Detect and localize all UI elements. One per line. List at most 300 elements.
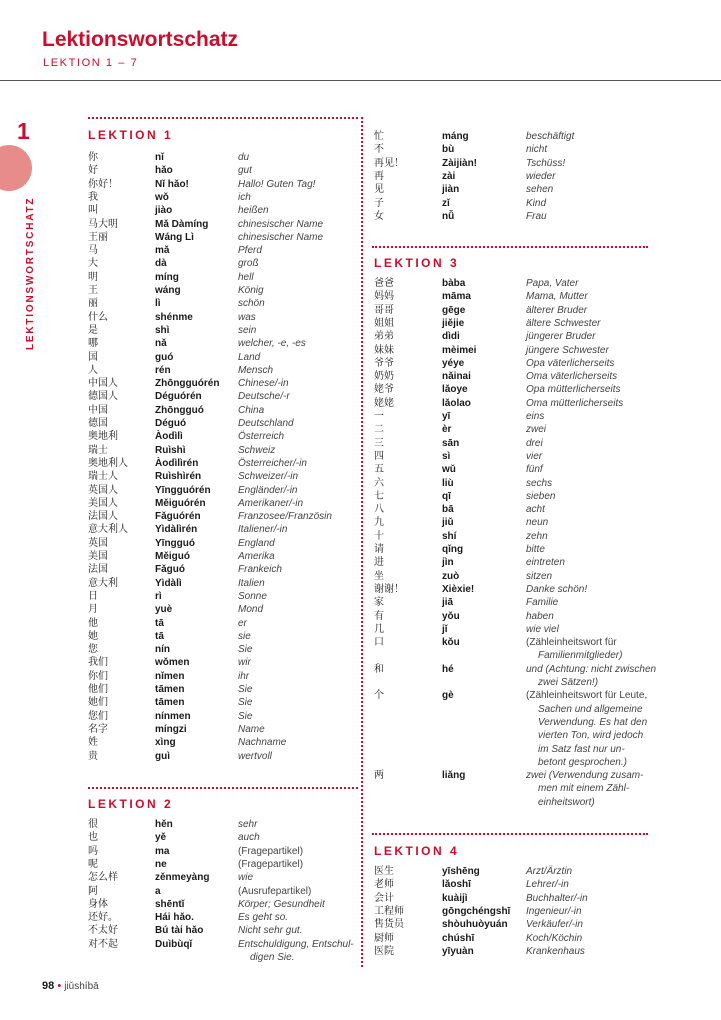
- translation-cell: Schweiz: [238, 444, 276, 456]
- hanzi-cell: 厨师: [374, 932, 394, 944]
- translation-cell: China: [238, 404, 265, 416]
- hanzi-cell: 进: [374, 557, 384, 569]
- vocab-row: [88, 457, 356, 470]
- hanzi-cell: 八: [374, 504, 384, 516]
- vocab-row: [88, 643, 356, 656]
- pinyin-cell: qī: [442, 490, 451, 502]
- hanzi-cell: 她: [88, 630, 98, 642]
- translation-cell: eins: [526, 411, 545, 422]
- vocab-row: [374, 769, 654, 782]
- pinyin-cell: míngzi: [155, 723, 187, 735]
- hanzi-cell: 您: [88, 644, 98, 656]
- pinyin-cell: Àodìlìrén: [155, 457, 199, 469]
- translation-cell: Italien: [238, 577, 265, 589]
- hanzi-cell: 三: [374, 437, 384, 449]
- translation-cell: sehr: [238, 819, 258, 830]
- divider-lektion-4: [372, 833, 648, 835]
- pinyin-cell: gè: [442, 690, 454, 702]
- vocab-row: [88, 630, 356, 643]
- pinyin-cell: jiǔ: [442, 517, 454, 529]
- vocab-row: [88, 484, 356, 497]
- pinyin-cell: nǎinai: [442, 371, 471, 383]
- translation-cell: beschäftigt: [526, 131, 575, 142]
- translation-cell: älterer Bruder: [526, 304, 588, 316]
- vocab-row: [88, 563, 356, 576]
- pinyin-cell: zěnmeyàng: [155, 872, 210, 884]
- vocab-row: [374, 892, 654, 905]
- translation-cell: Deutsche/-r: [238, 391, 290, 403]
- translation-cell: einheitswort): [538, 796, 595, 808]
- translation-cell: Nicht sehr gut.: [238, 925, 303, 937]
- hanzi-cell: 七: [374, 490, 384, 502]
- translation-cell: Name: [238, 723, 265, 735]
- hanzi-cell: 美国: [88, 551, 108, 562]
- hanzi-cell: 奶奶: [374, 371, 394, 383]
- pinyin-cell: Déguórén: [155, 391, 202, 403]
- translation-cell: drei: [526, 437, 543, 449]
- translation-cell: zehn: [526, 530, 548, 542]
- translation-cell: ältere Schwester: [526, 317, 601, 329]
- vocab-row: [88, 911, 356, 924]
- hanzi-cell: 奥地利: [88, 431, 118, 443]
- translation-cell: Familie: [526, 597, 559, 609]
- vocab-row: [88, 257, 356, 270]
- translation-cell: Lehrer/-in: [526, 879, 569, 891]
- translation-cell: Sachen und allgemeine: [538, 703, 643, 715]
- vocab-row: [374, 689, 654, 702]
- vocab-row: [374, 370, 654, 383]
- vocab-row: [374, 570, 654, 583]
- hanzi-cell: 姐姐: [374, 317, 394, 329]
- hanzi-cell: 老师: [374, 879, 394, 891]
- vocab-row: [88, 831, 356, 844]
- pinyin-cell: tāmen: [155, 684, 185, 695]
- translation-cell: Koch/Köchin: [526, 932, 583, 944]
- vocab-row: [88, 858, 356, 871]
- hanzi-cell: 子: [374, 197, 384, 209]
- translation-cell: acht: [526, 504, 545, 516]
- translation-cell: Mensch: [238, 364, 274, 376]
- pinyin-cell: míng: [155, 271, 179, 283]
- vocab-row: [374, 676, 654, 689]
- pinyin-cell: tāmen: [155, 697, 185, 709]
- translation-cell: eintreten: [526, 557, 565, 569]
- translation-cell: Tschüss!: [526, 157, 566, 169]
- hanzi-cell: 会计: [374, 892, 394, 904]
- translation-cell: du: [238, 152, 250, 163]
- translation-cell: Amerika: [238, 551, 275, 562]
- vocab-row: [88, 924, 356, 937]
- hanzi-cell: 家: [374, 597, 384, 609]
- hanzi-cell: 也: [88, 832, 98, 844]
- hanzi-cell: 是: [88, 324, 98, 336]
- pinyin-cell: lì: [155, 298, 161, 310]
- translation-cell: wie viel: [526, 623, 559, 635]
- lektion-3-heading: LEKTION 3: [374, 256, 460, 270]
- vocab-row: [374, 865, 654, 878]
- translation-cell: auch: [238, 832, 260, 844]
- page-number: 98: [42, 980, 55, 992]
- vocab-row: [88, 364, 356, 377]
- pinyin-cell: tā: [155, 617, 164, 629]
- translation-cell: wieder: [526, 170, 556, 182]
- pinyin-cell: wǒmen: [155, 657, 190, 669]
- vocab-row: [88, 337, 356, 350]
- pinyin-cell: chúshī: [442, 932, 475, 944]
- vocab-row: [88, 723, 356, 736]
- hanzi-cell: 九: [374, 517, 384, 529]
- translation-cell: Oma väterlicherseits: [526, 371, 618, 383]
- hanzi-cell: 美国人: [88, 497, 118, 509]
- vocab-row: [88, 497, 356, 510]
- hanzi-cell: 英国人: [88, 484, 118, 496]
- translation-cell: fünf: [526, 464, 543, 476]
- vocab-row: [88, 231, 356, 244]
- hanzi-cell: 贵: [88, 750, 98, 762]
- translation-cell: Kind: [526, 197, 547, 209]
- vocab-row: [88, 550, 356, 563]
- hanzi-cell: 再见！: [374, 157, 404, 169]
- pinyin-cell: Bú tài hǎo: [155, 925, 204, 937]
- hanzi-cell: 丽: [88, 298, 98, 310]
- vocab-row: [88, 351, 356, 364]
- header-rule: [0, 80, 721, 81]
- pinyin-cell: Yīngguó: [155, 537, 195, 549]
- chapter-tab-marker: [0, 145, 32, 191]
- vocab-row: [374, 905, 654, 918]
- vertical-section-label: [25, 196, 37, 360]
- hanzi-cell: 意大利: [88, 577, 118, 589]
- translation-cell: Buchhalter/-in: [526, 892, 588, 904]
- translation-cell: Verwendung. Es hat den: [538, 716, 648, 728]
- vocab-row: [88, 284, 356, 297]
- hanzi-cell: 妈妈: [374, 291, 394, 303]
- pinyin-cell: jìn: [442, 557, 454, 569]
- vocab-row: [88, 670, 356, 683]
- pinyin-cell: yuè: [155, 604, 173, 616]
- pinyin-cell: Hái hǎo.: [155, 912, 194, 924]
- translation-cell: ich: [238, 191, 251, 203]
- vocab-row: [374, 530, 654, 543]
- hanzi-cell: 见: [374, 184, 384, 196]
- hanzi-cell: 爸爸: [374, 278, 394, 289]
- pinyin-cell: rì: [155, 590, 162, 602]
- pinyin-cell: hǎo: [155, 165, 173, 177]
- top-divider-left: [88, 117, 358, 119]
- hanzi-cell: 马大明: [88, 218, 118, 230]
- translation-cell: sein: [238, 324, 257, 336]
- pinyin-cell: shénme: [155, 311, 193, 323]
- translation-cell: bitte: [526, 544, 545, 555]
- hanzi-cell: 您们: [88, 710, 108, 722]
- pinyin-cell: qǐng: [442, 544, 464, 555]
- translation-cell: neun: [526, 517, 549, 529]
- hanzi-cell: 他们: [88, 684, 108, 695]
- translation-cell: Engländer/-in: [238, 484, 298, 496]
- pinyin-cell: guó: [155, 351, 174, 363]
- hanzi-cell: 德国: [88, 418, 108, 429]
- vocab-row: [374, 878, 654, 891]
- translation-cell: Mama, Mutter: [526, 291, 588, 303]
- lektion-2-heading: LEKTION 2: [88, 797, 174, 811]
- hanzi-cell: 中国人: [88, 378, 118, 390]
- pinyin-cell: zǐ: [442, 197, 450, 209]
- vocab-row: [374, 716, 654, 729]
- translation-cell: Verkäufer/-in: [526, 919, 583, 931]
- vocab-row: [374, 383, 654, 396]
- translation-cell: und (Achtung: nicht zwischen: [526, 663, 657, 675]
- translation-cell: Pferd: [238, 245, 262, 257]
- vocab-row: [374, 649, 654, 662]
- translation-cell: Nachname: [238, 737, 287, 749]
- translation-cell: nicht: [526, 144, 548, 156]
- hanzi-cell: 请: [374, 544, 384, 555]
- translation-cell: Arzt/Ärztin: [526, 866, 573, 877]
- translation-cell: heißen: [238, 205, 269, 217]
- hanzi-cell: 妹妹: [374, 344, 394, 356]
- vocab-row: [88, 430, 356, 443]
- hanzi-cell: 我: [88, 191, 98, 203]
- hanzi-cell: 谢谢！: [374, 583, 404, 595]
- pinyin-cell: Měiguórén: [155, 497, 206, 509]
- pinyin-cell: yǒu: [442, 610, 460, 622]
- translation-cell: Hallo! Guten Tag!: [238, 178, 316, 190]
- hanzi-cell: 怎么样: [88, 872, 118, 884]
- hanzi-cell: 再: [374, 170, 384, 182]
- pinyin-cell: wáng: [155, 285, 181, 296]
- translation-cell: Entschuldigung, Entschul-: [238, 938, 354, 950]
- vocab-row: [88, 390, 356, 403]
- pinyin-cell: sān: [442, 437, 460, 449]
- hanzi-cell: 十: [374, 530, 384, 542]
- vocab-row: [374, 610, 654, 623]
- pinyin-cell: sì: [442, 450, 451, 462]
- hanzi-cell: 我们: [88, 657, 108, 669]
- translation-cell: chinesischer Name: [238, 218, 324, 230]
- hanzi-cell: 哥哥: [374, 304, 394, 316]
- pinyin-cell: bàba: [442, 278, 466, 289]
- pinyin-cell: Ruìshì: [155, 444, 186, 456]
- translation-cell: Ingenieur/-in: [526, 905, 582, 917]
- translation-cell: Franzosee/Französin: [238, 511, 332, 523]
- translation-cell: Krankenhaus: [526, 945, 585, 957]
- vocab-row: [88, 590, 356, 603]
- pinyin-cell: èr: [442, 424, 452, 436]
- divider-lektion-2: [88, 787, 358, 789]
- pinyin-cell: nǐmen: [155, 670, 185, 682]
- hanzi-cell: 医生: [374, 866, 394, 877]
- pinyin-cell: yī: [442, 411, 451, 422]
- translation-cell: betont gesprochen.): [538, 756, 627, 768]
- pinyin-cell: Fǎguó: [155, 564, 185, 576]
- pinyin-cell: jiàn: [442, 184, 460, 196]
- vocab-row: [374, 583, 654, 596]
- hanzi-cell: 德国人: [88, 391, 118, 403]
- pinyin-cell: gōngchéngshī: [442, 905, 511, 917]
- pinyin-cell: liù: [442, 477, 454, 489]
- hanzi-cell: 意大利人: [88, 524, 128, 536]
- translation-cell: Opa mütterlicherseits: [526, 384, 621, 396]
- translation-cell: Oma mütterlicherseits: [526, 397, 624, 409]
- vocab-row: [88, 404, 356, 417]
- hanzi-cell: 你们: [88, 670, 108, 682]
- pinyin-cell: hěn: [155, 819, 173, 830]
- pinyin-cell: nín: [155, 644, 170, 656]
- vocab-row: [88, 178, 356, 191]
- pinyin-cell: shòuhuòyuán: [442, 919, 508, 931]
- hanzi-cell: 二: [374, 424, 384, 436]
- pinyin-cell: zài: [442, 170, 456, 182]
- vocab-row: [88, 750, 356, 763]
- vocab-row: [374, 317, 654, 330]
- translation-cell: Es geht so.: [238, 912, 289, 924]
- hanzi-cell: 口: [374, 637, 384, 649]
- vocab-row: [374, 330, 654, 343]
- translation-cell: gut: [238, 165, 252, 177]
- hanzi-cell: 人: [88, 364, 98, 376]
- vocab-row: [88, 736, 356, 749]
- vocab-row: [374, 437, 654, 450]
- pinyin-cell: Yīngguórén: [155, 484, 211, 496]
- vocab-row: [374, 450, 654, 463]
- vocab-row: [88, 151, 356, 164]
- hanzi-cell: 你: [88, 152, 98, 163]
- vocab-row: [88, 951, 356, 964]
- vocab-row: [374, 210, 654, 223]
- vocab-row: [88, 271, 356, 284]
- vocab-row: [88, 617, 356, 630]
- vocab-row: [374, 596, 654, 609]
- hanzi-cell: 两: [374, 770, 384, 782]
- translation-cell: Papa, Vater: [526, 278, 579, 289]
- pinyin-cell: Zàijiàn!: [442, 157, 478, 169]
- pinyin-cell: Zhōngguórén: [155, 378, 220, 390]
- translation-cell: Frau: [526, 210, 547, 222]
- vocab-row: [88, 444, 356, 457]
- translation-cell: (Fragepartikel): [238, 858, 304, 870]
- hanzi-cell: 中国: [88, 404, 108, 416]
- hanzi-cell: 她们: [88, 697, 108, 709]
- translation-cell: sie: [238, 630, 251, 642]
- vocab-row: [374, 344, 654, 357]
- translation-cell: sechs: [526, 477, 553, 489]
- pinyin-cell: tā: [155, 630, 164, 642]
- translation-cell: Sonne: [238, 590, 267, 602]
- vocab-row: [374, 157, 654, 170]
- vocab-row: [374, 663, 657, 676]
- translation-cell: digen Sie.: [250, 952, 295, 963]
- vocab-row: [88, 510, 356, 523]
- translation-cell: Schweizer/-in: [238, 471, 299, 483]
- pinyin-cell: ma: [155, 845, 170, 857]
- hanzi-cell: 名字: [88, 723, 108, 735]
- hanzi-cell: 吗: [88, 845, 98, 857]
- vocab-row: [88, 537, 356, 550]
- hanzi-cell: 女: [374, 210, 384, 222]
- pinyin-cell: shí: [442, 530, 457, 542]
- translation-cell: König: [238, 285, 264, 296]
- vocab-row: [88, 603, 356, 616]
- hanzi-cell: 马: [88, 245, 98, 257]
- pinyin-cell: Ruìshìrén: [155, 471, 202, 483]
- pinyin-cell: yě: [155, 832, 167, 844]
- vocab-row: [374, 516, 654, 529]
- vocab-row: [88, 244, 356, 257]
- hanzi-cell: 姥爷: [374, 384, 394, 396]
- hanzi-cell: 大: [88, 258, 98, 270]
- pinyin-cell: Yìdàlìrén: [155, 524, 198, 536]
- hanzi-cell: 阿: [88, 885, 98, 897]
- translation-cell: vierten Ton, wird jedoch: [538, 730, 644, 742]
- vocab-row: [374, 796, 654, 809]
- translation-cell: zwei (Verwendung zusam-: [526, 770, 644, 782]
- vocab-row: [88, 324, 356, 337]
- translation-cell: England: [238, 537, 275, 549]
- translation-cell: Mond: [238, 604, 264, 616]
- vocab-row: [88, 845, 356, 858]
- translation-cell: (Zähleinheitswort für Leute,: [526, 690, 648, 702]
- page-subtitle: LEKTION 1 – 7: [43, 57, 139, 69]
- translation-cell: Danke schön!: [526, 583, 588, 595]
- hanzi-cell: 个: [374, 690, 384, 702]
- translation-cell: Familienmitglieder): [538, 650, 623, 662]
- page-title: Lektionswortschatz: [42, 28, 239, 51]
- pinyin-cell: bā: [442, 504, 454, 516]
- hanzi-cell: 不: [374, 144, 384, 156]
- vocab-row: [88, 898, 356, 911]
- vocab-row: [374, 183, 654, 196]
- pinyin-cell: shēntǐ: [155, 898, 185, 910]
- vocab-row: [374, 304, 654, 317]
- vocab-row: [88, 938, 356, 951]
- vocab-row: [374, 143, 654, 156]
- hanzi-cell: 叫: [88, 205, 98, 217]
- pinyin-cell: Àodìlì: [155, 431, 183, 443]
- translation-cell: (Fragepartikel): [238, 845, 304, 857]
- lektion-4-heading: LEKTION 4: [374, 844, 460, 858]
- vocab-row: [374, 463, 654, 476]
- pinyin-cell: gēge: [442, 304, 466, 316]
- vocab-row: [374, 543, 654, 556]
- vocab-row: [374, 423, 654, 436]
- vocab-row: [88, 683, 356, 696]
- vocab-row: [374, 556, 654, 569]
- translation-cell: wertvoll: [238, 750, 272, 762]
- vocab-row: [88, 417, 356, 430]
- translation-cell: zwei: [526, 424, 547, 436]
- pinyin-cell: lǎolao: [442, 397, 471, 409]
- hanzi-cell: 好: [88, 165, 98, 177]
- translation-cell: zwei Sätzen!): [538, 677, 599, 688]
- vocab-row: [88, 191, 356, 204]
- translation-cell: haben: [526, 610, 554, 622]
- translation-cell: Sie: [238, 710, 253, 722]
- hanzi-cell: 对不起: [88, 938, 118, 950]
- hanzi-cell: 医院: [374, 945, 394, 957]
- pinyin-cell: dà: [155, 258, 167, 270]
- vocab-row: [374, 703, 654, 716]
- vocab-row: [374, 918, 654, 931]
- pinyin-cell: liǎng: [442, 770, 466, 782]
- hanzi-cell: 坐: [374, 570, 384, 582]
- pinyin-cell: ne: [155, 858, 167, 870]
- vocab-row: [374, 357, 654, 370]
- pinyin-cell: kǒu: [442, 637, 460, 649]
- hanzi-cell: 英国: [88, 537, 108, 549]
- translation-cell: Sie: [238, 697, 253, 709]
- translation-cell: (Ausrufepartikel): [238, 885, 312, 897]
- hanzi-cell: 你好！: [88, 178, 118, 190]
